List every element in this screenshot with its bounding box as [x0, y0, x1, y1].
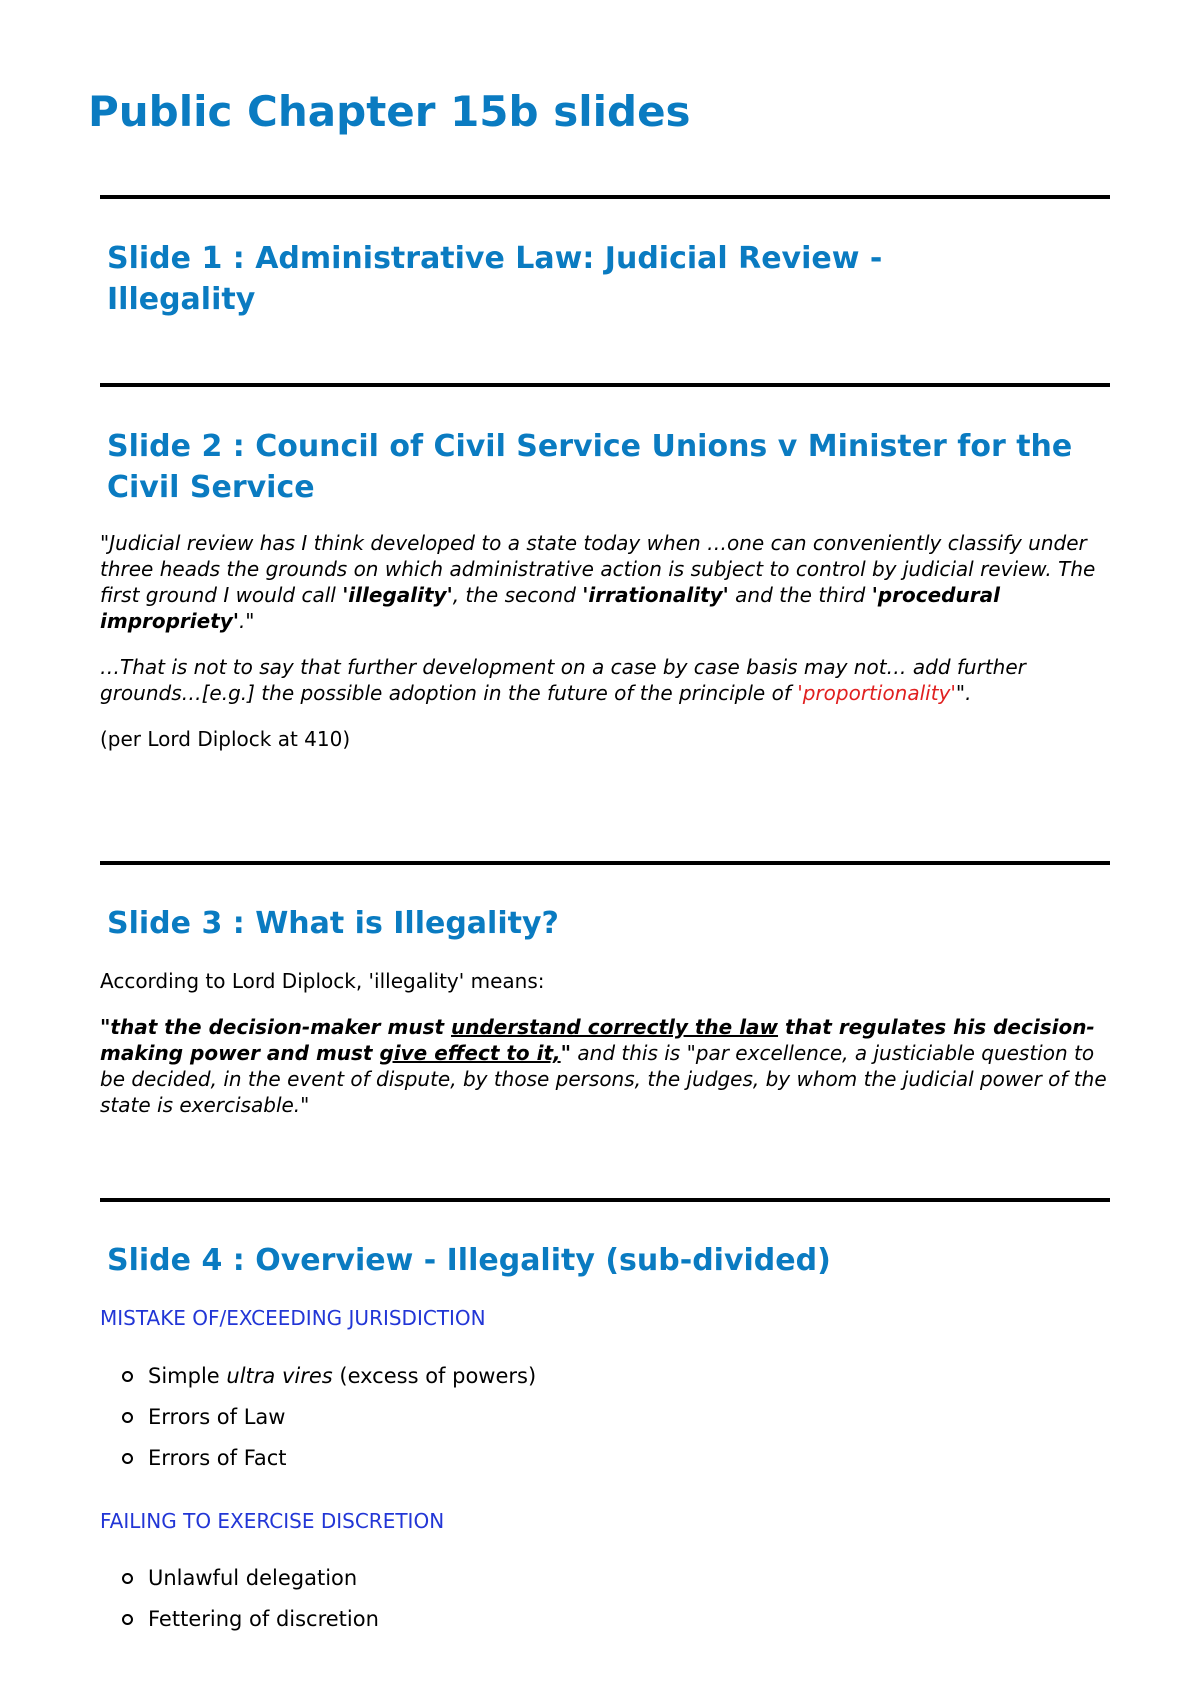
slide-3-heading: Slide 3 : What is Illegality? — [107, 906, 559, 941]
diplock-quote — [100, 530, 1110, 634]
quote-text: ". — [955, 681, 972, 705]
quote-attribution: (per Lord Diplock at 410) — [100, 727, 351, 751]
bullet-icon — [122, 1412, 133, 1423]
list-item — [120, 1397, 536, 1438]
quote-text: "Judicial review has I think developed to a state today when …one can conveniently classify under three heads the grounds on which administrative action is subject to control by judicial review. The first ground I would call — [100, 531, 1096, 607]
quote-underlined-text: understand correctly the law — [451, 1015, 779, 1039]
bullet-icon — [122, 1371, 133, 1382]
slide-2-body — [100, 530, 1110, 752]
quote-underlined-text: give effect to it, — [379, 1041, 561, 1065]
list-item-text: Unlawful delegation — [148, 1566, 358, 1590]
list-item-emphasis: ultra vires — [226, 1364, 333, 1388]
term-proportionality: 'proportionality' — [797, 681, 956, 705]
list-item — [120, 1558, 379, 1599]
quote-bold-text: that regulates his decision-making power and must — [100, 1015, 1095, 1065]
list-item-text: Simple — [148, 1364, 227, 1388]
document-title: Public Chapter 15b slides — [88, 87, 691, 136]
slide-3-body — [100, 968, 1110, 1118]
section-divider — [100, 861, 1110, 865]
slide-4-heading: Slide 4 : Overview - Illegality (sub-divided) — [107, 1243, 831, 1278]
bullet-icon — [122, 1573, 133, 1584]
quote-bold-text: "that the decision-maker must — [100, 1015, 452, 1039]
proportionality-quote — [100, 654, 1110, 706]
quote-text: , the second — [452, 583, 583, 607]
term-procedural-impropriety: 'procedural impropriety' — [100, 583, 1000, 633]
list-item — [120, 1599, 379, 1640]
quote-text: and this is "par excellence, a justiciable question to be decided, in the event of dispute, by those persons, the judges, by whom the judicial power of the state is exercisable." — [100, 1041, 1107, 1117]
list-item — [120, 1438, 536, 1479]
section-label-discretion: FAILING TO EXERCISE DISCRETION — [100, 1509, 445, 1533]
term-illegality: 'illegality' — [342, 583, 453, 607]
discretion-list — [120, 1558, 379, 1640]
bullet-icon — [122, 1453, 133, 1464]
jurisdiction-list — [120, 1356, 536, 1479]
section-divider — [100, 195, 1110, 199]
term-irrationality: 'irrationality' — [582, 583, 729, 607]
list-item-text: (excess of powers) — [332, 1364, 537, 1388]
bullet-icon — [122, 1614, 133, 1625]
list-item-text: Errors of Law — [148, 1405, 286, 1429]
list-item — [120, 1356, 536, 1397]
quote-bold-text: " — [560, 1041, 572, 1065]
list-item-text: Errors of Fact — [148, 1446, 287, 1470]
illegality-definition-quote — [100, 1014, 1110, 1118]
section-label-jurisdiction: MISTAKE OF/EXCEEDING JURISDICTION — [100, 1306, 486, 1330]
slide-2-heading: Slide 2 : Council of Civil Service Unions v Minister for the Civil Service — [107, 429, 1073, 505]
list-item-text: Fettering of discretion — [148, 1607, 379, 1631]
quote-text: …That is not to say that further development on a case by case basis may not… add further grounds…[e.g.] the possible adoption in the future of the principle of — [100, 655, 1026, 705]
section-divider — [100, 1198, 1110, 1202]
illegality-intro: According to Lord Diplock, 'illegality' means: — [100, 969, 545, 993]
quote-text: ." — [238, 609, 255, 633]
quote-text: and the third — [728, 583, 872, 607]
slide-1-heading: Slide 1 : Administrative Law: Judicial Review - Illegality — [107, 241, 883, 317]
section-divider — [100, 383, 1110, 387]
